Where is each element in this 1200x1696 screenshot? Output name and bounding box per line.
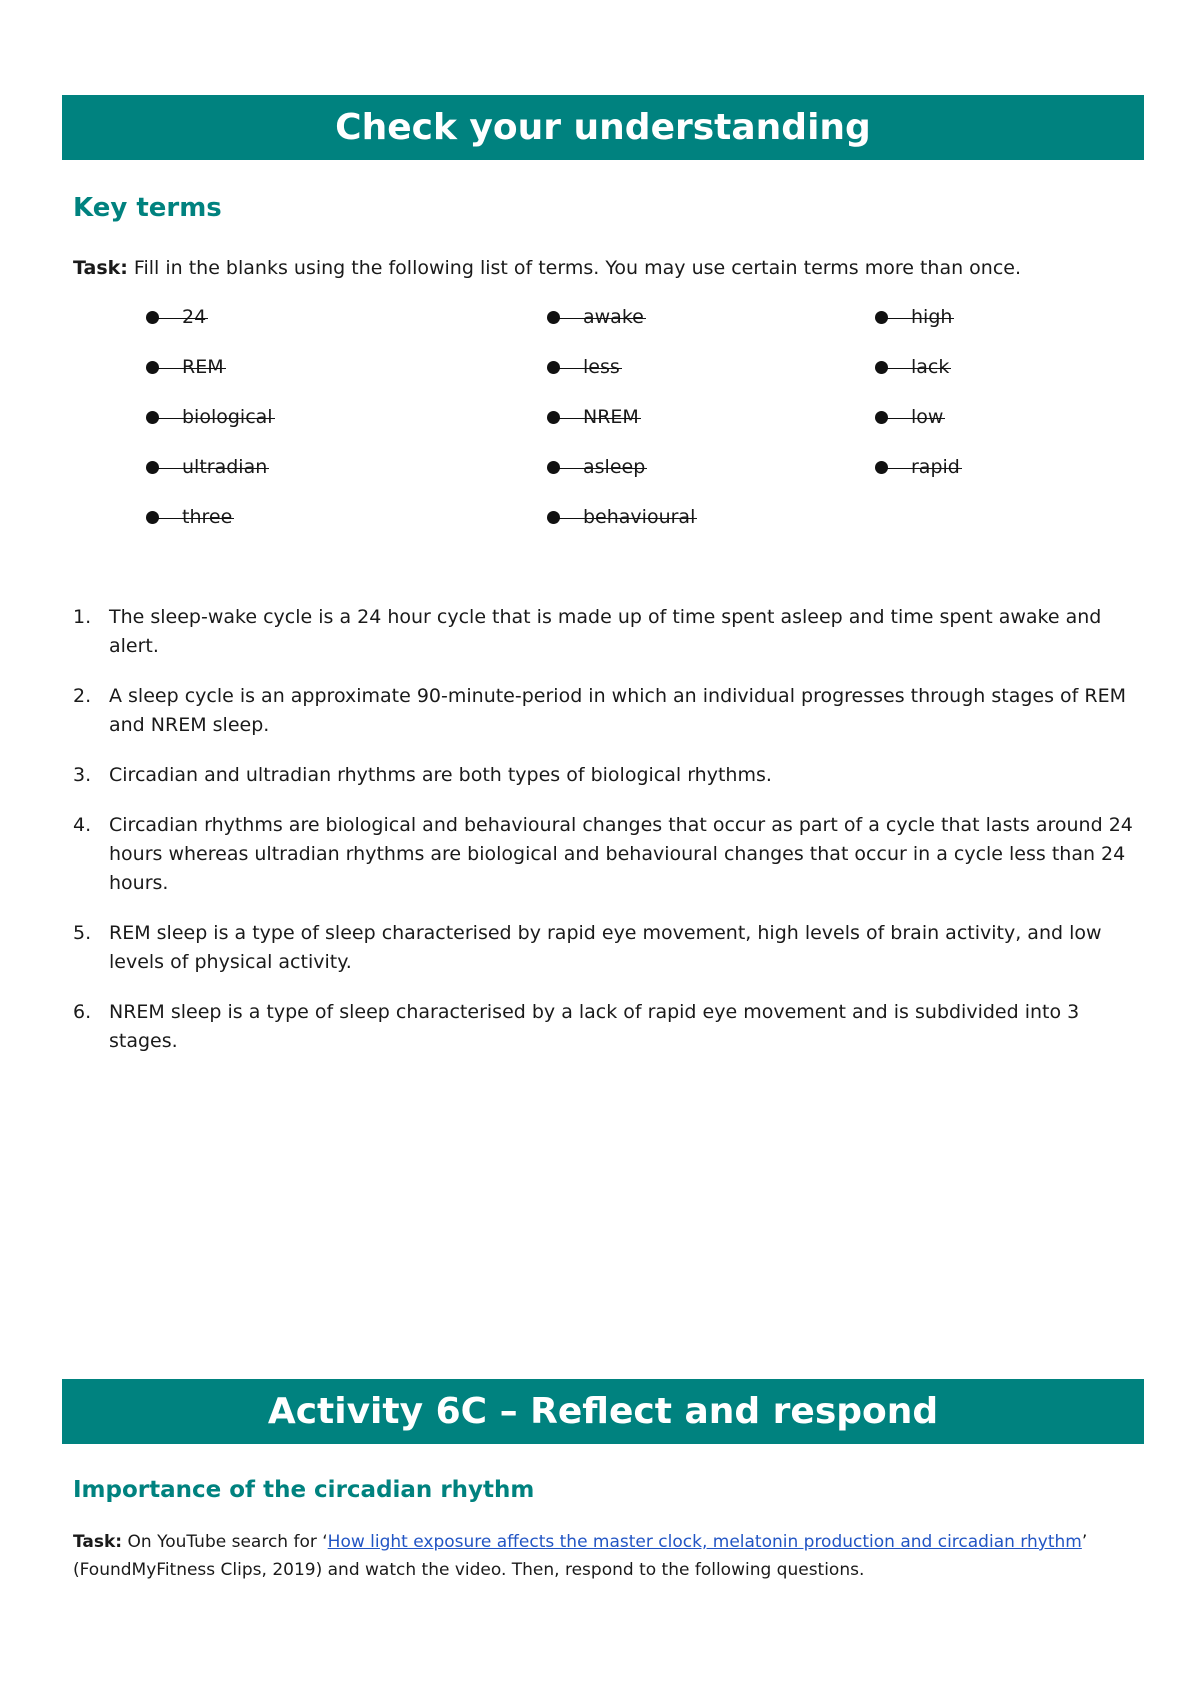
question-item — [73, 682, 1133, 740]
question-number: 5. — [73, 922, 92, 944]
section-banner-activity-6c — [62, 1379, 1144, 1444]
question-item — [73, 761, 1133, 790]
question-text: The sleep-wake cycle is a 24 hour cycle that is made up of time spent asleep and time spent awake and alert. — [109, 606, 1102, 657]
question-text: Circadian and ultradian rhythms are both types of biological rhythms. — [109, 764, 772, 786]
question-number: 6. — [73, 1001, 92, 1023]
task-instruction — [73, 254, 1143, 282]
term-label: asleep — [547, 453, 645, 481]
term-item — [547, 303, 695, 353]
question-item — [73, 919, 1133, 977]
term-item — [547, 453, 695, 503]
question-number: 3. — [73, 764, 92, 786]
task-text-pre: On YouTube search for ‘ — [122, 1532, 328, 1552]
question-number: 1. — [73, 606, 92, 628]
terms-column-2 — [547, 303, 695, 553]
term-label: less — [547, 353, 620, 381]
term-item — [875, 453, 960, 503]
task-text: Fill in the blanks using the following list of terms. You may use certain terms more than once. — [127, 257, 1022, 279]
section-banner-check-understanding — [62, 95, 1144, 160]
term-item — [547, 403, 695, 453]
term-item — [146, 503, 273, 553]
term-item — [547, 353, 695, 403]
question-text: Circadian rhythms are biological and behavioural changes that occur as part of a cycle that lasts around 24 hours whereas ultradian rhythms are biological and behavioural changes that occur in a cycle less than 24 hours. — [109, 814, 1133, 894]
banner-title: Check your understanding — [335, 107, 871, 148]
circadian-importance-heading: Importance of the circadian rhythm — [73, 1477, 535, 1503]
question-text: A sleep cycle is an approximate 90-minute-period in which an individual progresses through stages of REM and NREM sleep. — [109, 685, 1126, 736]
term-label: biological — [146, 403, 273, 431]
task-text-post: ’ (FoundMyFitness Clips, 2019) and watch the video. Then, respond to the following questions. — [73, 1532, 1088, 1580]
question-number: 4. — [73, 814, 92, 836]
term-label: high — [875, 303, 952, 331]
term-item — [146, 453, 273, 503]
question-item — [73, 998, 1133, 1056]
task-instruction-activity — [73, 1528, 1143, 1584]
term-item — [875, 303, 960, 353]
banner-title: Activity 6C – Reflect and respond — [267, 1391, 939, 1432]
terms-column-1 — [146, 303, 273, 553]
question-text: NREM sleep is a type of sleep characterised by a lack of rapid eye movement and is subdivided into 3 stages. — [109, 1001, 1080, 1052]
term-label: 24 — [146, 303, 206, 331]
term-label: rapid — [875, 453, 960, 481]
task-label: Task: — [73, 1532, 123, 1552]
question-number: 2. — [73, 685, 92, 707]
term-item — [146, 353, 273, 403]
term-item — [146, 303, 273, 353]
question-text: REM sleep is a type of sleep characterised by rapid eye movement, high levels of brain activity, and low levels of physical activity. — [109, 922, 1102, 973]
term-item — [547, 503, 695, 553]
term-item — [146, 403, 273, 453]
task-label: Task: — [73, 257, 128, 279]
term-label: three — [146, 503, 232, 531]
question-item — [73, 603, 1133, 661]
term-label: low — [875, 403, 943, 431]
term-item — [875, 403, 960, 453]
term-label: lack — [875, 353, 949, 381]
term-label: REM — [146, 353, 224, 381]
question-item — [73, 811, 1133, 898]
terms-column-3 — [875, 303, 960, 503]
term-label: awake — [547, 303, 644, 331]
term-label: NREM — [547, 403, 639, 431]
term-label: ultradian — [146, 453, 267, 481]
question-list — [73, 603, 1133, 1077]
key-terms-heading: Key terms — [73, 193, 222, 223]
term-item — [875, 353, 960, 403]
video-link[interactable]: How light exposure affects the master clock, melatonin production and circadian rhythm — [327, 1532, 1082, 1552]
term-label: behavioural — [547, 503, 695, 531]
